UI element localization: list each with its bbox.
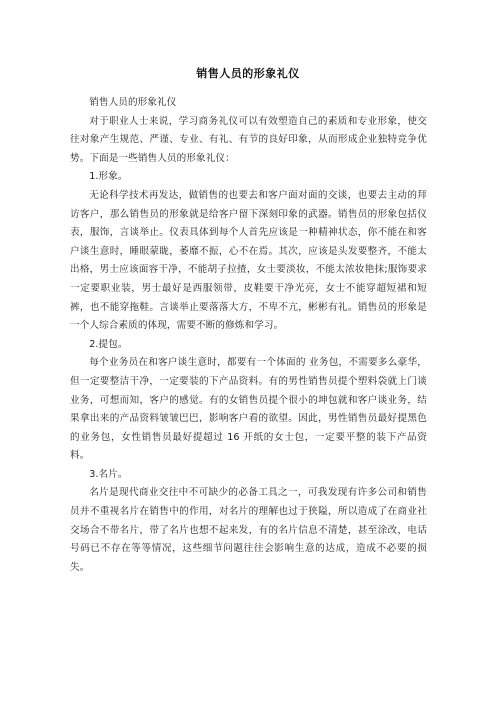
section-heading-card: 3.名片。 — [89, 468, 128, 480]
section-heading-image: 1.形象。 — [89, 171, 128, 183]
bag-paragraph: 每个业务员在和客户谈生意时，都要有一个体面的 业务包，不需要多么豪华，但一定要整洁干净，一定要装的下产品资料。有的男性销售员提个塑料袋就上门谈业务，可想而知，客户的感觉。有的女销售员提个很小的坤包就和客户谈业务，结果拿出来的产品资料皱皱巴巴，影响客户看的欲望。因此，男性销售员最好提黑色的业务包，女性销售员最好提超过 16 开纸的女士包，一定要平整的装下产品资料。 — [70, 357, 427, 462]
card-paragraph: 名片是现代商业交往中不可缺少的必备工具之一，可我发现有许多公司和销售员并不重视名片在销售中的作用，对名片的理解也过于狭隘，所以造成了在商业社交场合不带名片，带了名片也想不起来发，有的名片信息不清楚，甚至涂改，电话号码已不存在等等情况，这些细节问题往往会影响生意的达成，造成不必要的损失。 — [70, 487, 427, 573]
intro-paragraph: 对于职业人士来说，学习商务礼仪可以有效塑造自己的素质和专业形象，使交往对象产生规范、严谨、专业、有礼、有节的良好印象，从而形成企业独特竞争优势。下面是一些销售人员的形象礼仪： — [70, 115, 427, 164]
subtitle-paragraph: 销售人员的形象礼仪 — [89, 97, 177, 108]
document-body — [70, 94, 427, 577]
section-heading-bag: 2.提包。 — [89, 338, 128, 350]
document-title: 销售人员的形象礼仪 — [196, 67, 300, 80]
image-paragraph: 无论科学技术再发达，做销售的也要去和客户面对面的交谈，也要去主动的拜访客户，那么销售员的形象就是给客户留下深刻印象的武器。销售员的形象包括仪表，服饰，言谈举止。仪表具体到每个人首先应该是一种精神状态，你不能在和客户谈生意时，睡眼蒙眬，萎靡不振，心不在焉。其次，应该是头发要整齐，不能太出格，男士应该面容干净，不能胡子拉揸，女士要淡妆，不能太浓妆艳抹;服饰要求一定要职业装，男士最好是西服领带，皮鞋要干净光亮，女士不能穿超短裙和短裤，也不能穿拖鞋。言谈举止要落落大方，不卑不亢，彬彬有礼。销售员的形象是一个人综合素质的体现，需要不断的修炼和学习。 — [70, 189, 427, 332]
